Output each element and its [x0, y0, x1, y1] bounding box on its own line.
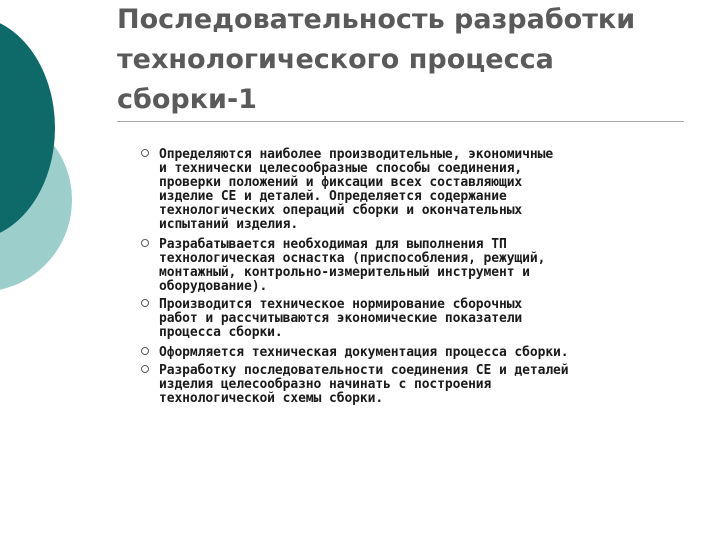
bullet-text-line: технологической схемы сборки. — [159, 391, 384, 406]
bullet-text-line: и технически целесообразные способы соединения, — [159, 161, 523, 176]
bullet-text-line: проверки положений и фиксации всех составляющих — [159, 175, 523, 190]
bullet-text-line: Определяются наиболее производительные, экономичные — [159, 147, 554, 162]
bullet-text-line: технологическая оснастка (приспособления, режущий, — [159, 251, 546, 266]
bullet-marker-icon — [141, 365, 149, 373]
bullet-marker-icon — [141, 149, 149, 157]
bullet-text-line: оборудование). — [159, 279, 268, 294]
title-line: сборки-1 — [117, 84, 257, 115]
title-line: технологического процесса — [117, 44, 554, 75]
bullet-text-line: изделие СЕ и деталей. Определяется содержание — [159, 189, 507, 204]
bullet-marker-icon — [141, 239, 149, 247]
bullet-text-line: испытаний изделия. — [159, 217, 299, 232]
bullet-text-line: монтажный, контрольно-измерительный инструмент и — [159, 265, 530, 280]
bullet-text-line: Производится техническое нормирование сборочных — [159, 297, 523, 312]
bullet-text-line: работ и рассчитываются экономические показатели — [159, 311, 523, 326]
title-line: Последовательность разработки — [117, 4, 636, 35]
bullet-text-line: технологических операций сборки и окончательных — [159, 203, 523, 218]
bullet-text-line: Оформляется техническая документация процесса сборки. — [159, 345, 569, 360]
bullet-marker-icon — [141, 347, 149, 355]
bullet-marker-icon — [141, 299, 149, 307]
bullet-text-line: Разработку последовательности соединения СЕ и деталей — [159, 363, 569, 378]
bullet-text-line: процесса сборки. — [159, 325, 283, 340]
bullet-text-line: изделия целесообразно начинать с построения — [159, 377, 492, 392]
bullet-text-line: Разрабатывается необходимая для выполнения ТП — [159, 237, 507, 252]
